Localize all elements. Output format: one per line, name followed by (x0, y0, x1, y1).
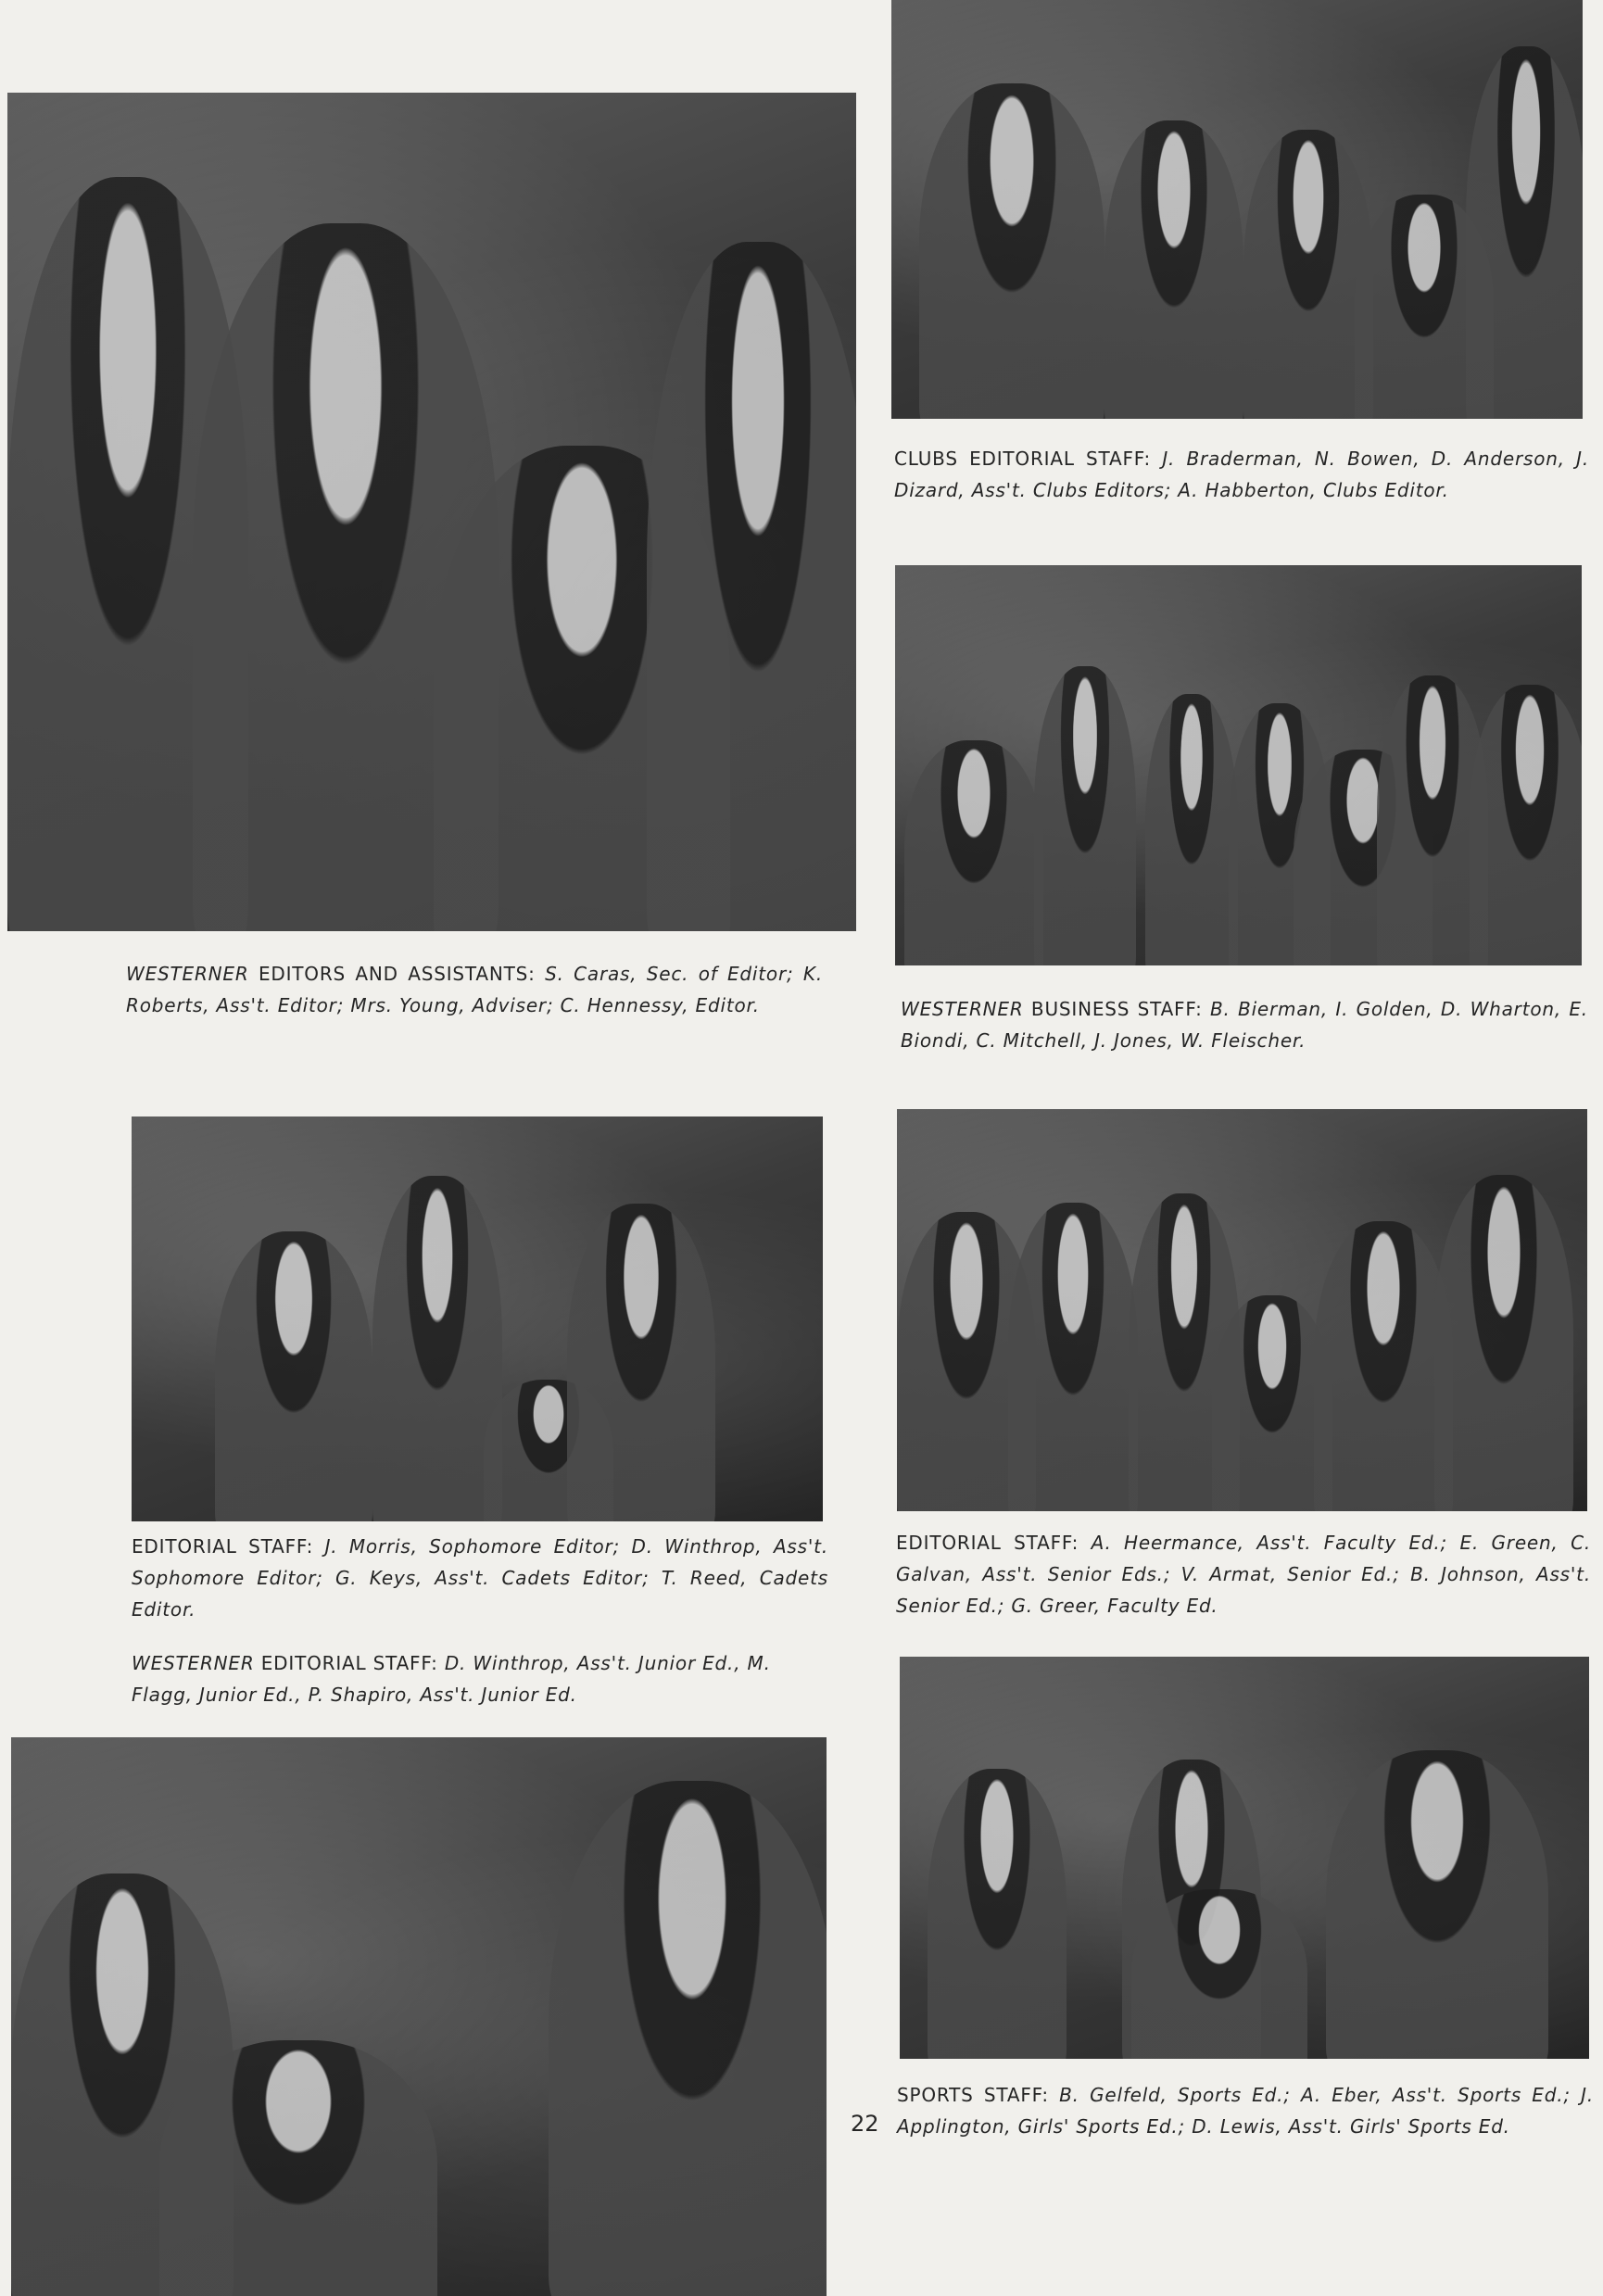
caption-lead: EDITORIAL STAFF: (896, 1532, 1079, 1554)
caption-names: S. Caras, Sec. of Editor; K. Roberts, Ass't. Editor; Mrs. Young, Adviser; C. Hennessy, Editor. (126, 963, 823, 1016)
caption-westerner-editorial-staff-junior (132, 1647, 780, 1710)
caption-names: A. Heermance, Ass't. Faculty Ed.; E. Green, C. Galvan, Ass't. Senior Eds.; V. Armat, Senior Ed.; B. Johnson, Ass't. Senior Ed.; G. Greer, Faculty Ed. (896, 1532, 1592, 1617)
caption-prefix: WESTERNER (126, 963, 249, 985)
caption-names: D. Winthrop, Ass't. Junior Ed., M. Flagg, Junior Ed., P. Shapiro, Ass't. Junior Ed. (132, 1652, 771, 1706)
photo-business-staff (895, 565, 1582, 965)
caption-sports-staff (897, 2079, 1594, 2142)
caption-lead: EDITORIAL STAFF: (132, 1535, 314, 1558)
caption-lead: CLUBS EDITORIAL STAFF: (894, 448, 1152, 470)
caption-names: J. Braderman, N. Bowen, D. Anderson, J. Dizard, Ass't. Clubs Editors; A. Habberton, Clubs Editor. (894, 448, 1589, 501)
caption-westerner-business-staff (901, 993, 1588, 1056)
photo-clubs-staff (891, 0, 1583, 419)
caption-names: B. Gelfeld, Sports Ed.; A. Eber, Ass't. Sports Ed.; J. Applington, Girls' Sports Ed.; D. Lewis, Ass't. Girls' Sports Ed. (897, 2084, 1594, 2138)
photo-editorial-sophomore (132, 1116, 823, 1521)
caption-clubs-editorial-staff (894, 443, 1589, 506)
photo-sports-staff (900, 1657, 1589, 2059)
caption-lead: EDITORIAL STAFF: (260, 1652, 438, 1674)
caption-editorial-staff-sophomore (132, 1531, 828, 1625)
caption-lead: BUSINESS STAFF: (1030, 998, 1203, 1020)
caption-editorial-staff-faculty (896, 1527, 1591, 1621)
photo-editorial-junior (11, 1737, 827, 2296)
caption-prefix: WESTERNER (901, 998, 1024, 1020)
caption-names: J. Morris, Sophomore Editor; D. Winthrop, Ass't. Sophomore Editor; G. Keys, Ass't. Cadets Editor; T. Reed, Cadets Editor. (132, 1535, 828, 1621)
caption-westerner-editors (126, 958, 823, 1021)
caption-lead: EDITORS AND ASSISTANTS: (258, 963, 536, 985)
caption-lead: SPORTS STAFF: (897, 2084, 1049, 2106)
photo-editors-assistants (7, 93, 856, 931)
page-number: 22 (851, 2111, 879, 2137)
caption-names: B. Bierman, I. Golden, D. Wharton, E. Biondi, C. Mitchell, J. Jones, W. Fleischer. (901, 998, 1588, 1052)
caption-prefix: WESTERNER (132, 1652, 255, 1674)
photo-editorial-faculty (897, 1109, 1587, 1511)
